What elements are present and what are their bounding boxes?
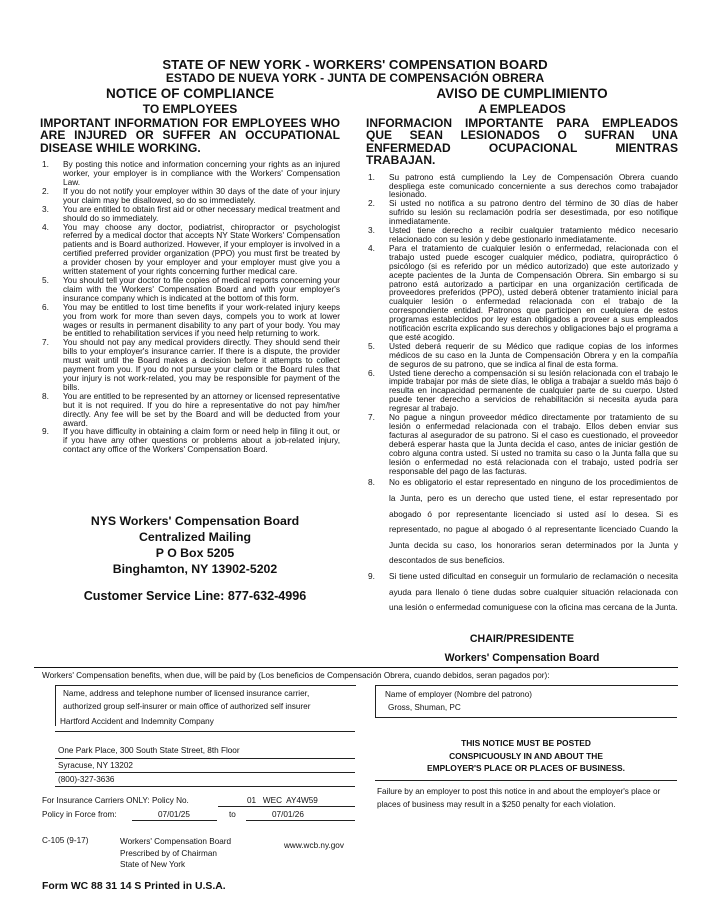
item-number: 1. xyxy=(368,171,375,182)
numbered-item xyxy=(40,338,340,391)
item-text: Usted deberá requerir de su Médico que radique copias de los informes médicos de su caso en la Junta de Compensación Obrera y en la compañía de seguros de su patrono, que se indica al final de esta forma. xyxy=(389,340,678,369)
item-number: 9. xyxy=(42,426,49,437)
item-text: Para el tratamiento de cualquier lesión o enfermedad, relacionada con el trabajo usted puede escoger cualquier médico, podiatra, quiropráctico ó psicólogo (si es referido por un médico autorizado) que este autorizado y acepte pacientes de la Junta de Compensación Obrera. Sin embargo si su patrono está autorizado a participar en una organización certificada de proveedores preferidos (PPO), usted deberá obtener tratamiento inicial para cualquier lesión o enfermedad relacionada con el trabajo de la correspondiente entidad. Patronos que participen en cuelquiera de estos programas establecidos por ley estan obligados a proveer a sus empleados notificación escrita explicando sus derechos y obligaciones bajo el programa a que esté acogido. xyxy=(389,242,678,342)
field-underline xyxy=(55,758,355,759)
aviso-title: AVISO DE CUMPLIMIENTO xyxy=(436,86,608,101)
english-items-list xyxy=(40,160,340,454)
item-number: 6. xyxy=(368,367,375,378)
item-text: No es obligatorio el estar representado en ninguno de los procedimientos de la Junta, pero es un derecho que usted tiene, el estar representado por abogado ó por representante licenciado si usted así lo desea. Si es representado, no pague al abogado ó al representante licenciado Cuando la Junta decida su caso, los honorarios seran determinados por la Junta y descontados de sus beneficios. xyxy=(389,477,678,566)
item-text: Usted tiene derecho a recibir cualquier tratamiento médico necesario relacionado con su lesión y debe gestionarlo inmediatamente. xyxy=(389,225,678,244)
item-text: Usted tiene derecho a compensación si su lesión relacionada con el trabajo le impide trabajar por más de siete días, le obliga a trabajar a sueldo más bajo ó resulta en incapacidad permanente de cualquier parte de su cuerpo. Usted puede tener derecho a servicios de rehabilitación si necesita ayuda para regresar al trabajo. xyxy=(389,367,678,414)
important-info-heading: IMPORTANT INFORMATION FOR EMPLOYEES WHO ARE INJURED OR SUFFER AN OCCUPATIONAL DISEASE WHILE WORKING. xyxy=(40,116,340,155)
field-underline xyxy=(55,772,355,773)
field-underline xyxy=(55,786,355,787)
item-text: You should not pay any medical providers directly. They should send their bills to your employer's insurance carrier. If there is a dispute, the provider must wait until the Board makes a decision before it attempts to collect payment from you. If you do not pursue your claim or the Board rules that your injury is not work-related, you may be responsible for payment of the bills. xyxy=(63,337,340,392)
policy-number-label: For Insurance Carriers ONLY: Policy No. xyxy=(42,796,189,805)
item-number: 7. xyxy=(42,337,49,348)
numbered-item xyxy=(366,475,678,569)
policy-to-date: 07/01/26 xyxy=(272,810,304,819)
item-number: 8. xyxy=(42,390,49,401)
item-text: Si tiene usted dificultad en conseguir un formulario de reclamación o necesita ayuda para llenalo ó tiene dudas sobre cualquier situación relacionada con una lesión o enfermedad comuniguese con la oficina mas cercana de la Junta. xyxy=(389,571,678,613)
carrier-name: Hartford Accident and Indemnity Company xyxy=(60,717,214,726)
section-divider xyxy=(375,780,677,781)
form-number: Form WC 88 31 14 S Printed in U.S.A. xyxy=(42,881,226,892)
website-text: www.wcb.ny.gov xyxy=(284,841,344,850)
item-number: 2. xyxy=(42,185,49,196)
mailing-line: Centralized Mailing xyxy=(138,530,252,544)
carrier-label-line-1: Name, address and telephone number of licensed insurance carrier, xyxy=(63,689,310,698)
carrier-city: Syracuse, NY 13202 xyxy=(58,761,133,770)
document-title: STATE OF NEW YORK - WORKERS' COMPENSATION BOARD xyxy=(162,57,548,72)
item-number: 4. xyxy=(368,242,375,253)
carrier-label-line-2: authorized group self-insurer or main office of authorized self insurer xyxy=(63,702,311,711)
numbered-item xyxy=(366,173,678,200)
employer-label: Name of employer (Nombre del patrono) xyxy=(385,690,532,699)
prescribed-line: Prescribed by of Chairman xyxy=(120,848,217,858)
numbered-item xyxy=(40,223,340,276)
item-text: You should tell your doctor to file copies of medical reports concerning your claim with the Workers' Compensation Board and with your employer's insurance company which is indicated at the bottom of this form. xyxy=(63,275,340,303)
numbered-item xyxy=(40,205,340,223)
item-text: You may be entitled to lost time benefits if your work-related injury keeps you from work for more than seven days, compels you to work at lower wages or results in permanent disability to any part of your body. You may be entitled to rehabilitation services if you need help returning to work. xyxy=(63,301,340,339)
board-name: Workers' Compensation Board xyxy=(444,652,600,664)
item-number: 3. xyxy=(368,225,375,236)
field-underline xyxy=(246,820,355,821)
item-number: 6. xyxy=(42,301,49,312)
posting-requirement xyxy=(375,737,677,775)
numbered-item xyxy=(366,342,678,369)
carrier-address: One Park Place, 300 South State Street, 8th Floor xyxy=(58,746,240,755)
form-code: C-105 (9-17) xyxy=(42,836,89,845)
item-number: 7. xyxy=(368,412,375,423)
numbered-item xyxy=(366,569,678,616)
notice-title: NOTICE OF COMPLIANCE xyxy=(106,86,274,101)
field-underline xyxy=(375,717,677,718)
spanish-column xyxy=(366,86,678,616)
document-subtitle-spanish: ESTADO DE NUEVA YORK - JUNTA DE COMPENSACIÓN OBRERA xyxy=(165,71,545,85)
item-number: 4. xyxy=(42,221,49,232)
posting-line: EMPLOYER'S PLACE OR PLACES OF BUSINESS. xyxy=(427,763,625,773)
numbered-item xyxy=(366,226,678,244)
numbered-item xyxy=(366,199,678,226)
field-underline xyxy=(132,820,217,821)
posting-line: CONSPICUOUSLY IN AND ABOUT THE xyxy=(449,750,603,761)
item-text: No pague a ningun proveedor médico directamente por tratamiento de su lesión o enfermedad relacionada con el trabajo. Ellos deben enviar sus facturas al asegurador de su patrono. Si el caso es cuestionado, el proveedor deberá esperar hasta que la Junta decida el caso, antes de iniciar gestión de cobro alguna contra usted. Si usted no tramita su caso o la Junta falla que su lesión o enfermedad no está relacionada con el trabajo, usted podría ser responsable del pago de las facturas. xyxy=(389,412,678,476)
numbered-item xyxy=(366,369,678,414)
prescribed-by xyxy=(120,836,231,871)
benefits-statement: Workers' Compensation benefits, when due, will be paid by (Los beneficios de Compensación Obrera, cuando debidos, seran pagados por): xyxy=(42,671,550,680)
item-text: Su patrono está cumpliendo la Ley de Compensación Obrera cuando despliega este comunicado concerniente a sus derechos como trabajador lesionado. xyxy=(389,171,678,200)
policy-to-label: to xyxy=(229,810,236,819)
policy-number: 01 WEC AY4W59 xyxy=(247,796,318,805)
carrier-phone: (800)-327-3636 xyxy=(58,775,115,784)
numbered-item xyxy=(40,427,340,454)
aviso-subtitle: A EMPLEADOS xyxy=(478,102,566,116)
mailing-line: NYS Workers' Compensation Board xyxy=(90,514,300,528)
item-text: You are entitled to obtain first aid or other necessary medical treatment and should do so immediately. xyxy=(63,203,340,223)
numbered-item xyxy=(40,303,340,339)
mailing-line: Binghamton, NY 13902-5202 xyxy=(112,562,278,576)
item-text: You are entitled to be represented by an attorney or licensed representative but it is not required. If you do hire a representative do not pay him/her directly. Any fee will be set by the Board and will be deducted from your award. xyxy=(63,390,340,428)
item-text: If you do not notify your employer within 30 days of the date of your injury your claim may be disallowed, so do so immediately. xyxy=(63,185,340,205)
item-text: Si usted no notifica a su patrono dentro del término de 30 días de haber sufrido su lesión su reclamación podría ser desestimada, por eso notifique inmediatamente. xyxy=(389,198,678,227)
item-number: 3. xyxy=(42,203,49,214)
informacion-importante-heading: INFORMACION IMPORTANTE PARA EMPLEADOS QUE SEAN LESIONADOS O SUFRAN UNA ENFERMEDAD OCUPACIONAL MIENTRAS TRABAJAN. xyxy=(366,116,678,168)
item-number: 9. xyxy=(368,571,375,581)
item-number: 5. xyxy=(368,340,375,351)
spanish-items-list xyxy=(366,173,678,616)
prescribed-line: State of New York xyxy=(120,860,186,869)
field-underline xyxy=(55,731,355,732)
numbered-item xyxy=(366,244,678,342)
customer-service-line: Customer Service Line: 877-632-4996 xyxy=(83,589,307,603)
numbered-item xyxy=(40,160,340,187)
numbered-item xyxy=(40,276,340,303)
item-text: You may choose any doctor, podiatrist, chiropractor or psychologist referred by a medical doctor that accepts NY State Workers' Compensation patients and is Board authorized. However, if your employer is involved in a certified preferred provider organization (PPO) you must first be treated by a provider chosen by your employer and your employer must give you a written statement of your rights concerning further medical care. xyxy=(63,221,340,277)
item-number: 1. xyxy=(42,159,49,170)
item-text: By posting this notice and information concerning your rights as an injured worker, your employer is in compliance with the Workers' Compensation Law. xyxy=(63,159,340,188)
field-underline xyxy=(218,806,355,807)
posting-line: THIS NOTICE MUST BE POSTED xyxy=(461,738,591,748)
mailing-address xyxy=(40,513,350,577)
mailing-line: P O Box 5205 xyxy=(155,546,235,560)
prescribed-line: Workers' Compensation Board xyxy=(120,837,232,846)
employer-name: Gross, Shuman, PC xyxy=(388,703,461,712)
penalty-statement: Failure by an employer to post this notice in and about the employer's place or places of business may result in a $250 penalty for each violation. xyxy=(377,787,661,809)
policy-in-force-label: Policy in Force from: xyxy=(42,810,117,819)
english-column xyxy=(40,86,340,454)
numbered-item xyxy=(366,413,678,475)
section-divider xyxy=(34,667,678,668)
policy-from-date: 07/01/25 xyxy=(158,810,190,819)
item-number: 8. xyxy=(368,477,375,488)
item-text: If you have difficulty in obtaining a claim form or need help in filing it out, or if you have any other questions or problems about a job-related injury, contact any office of the Workers' Compensation Board. xyxy=(63,426,340,455)
notice-subtitle: TO EMPLOYEES xyxy=(142,102,238,116)
numbered-item xyxy=(40,187,340,205)
item-number: 2. xyxy=(368,198,375,209)
numbered-item xyxy=(40,392,340,428)
item-number: 5. xyxy=(42,275,49,285)
chair-title: CHAIR/PRESIDENTE xyxy=(469,633,575,645)
